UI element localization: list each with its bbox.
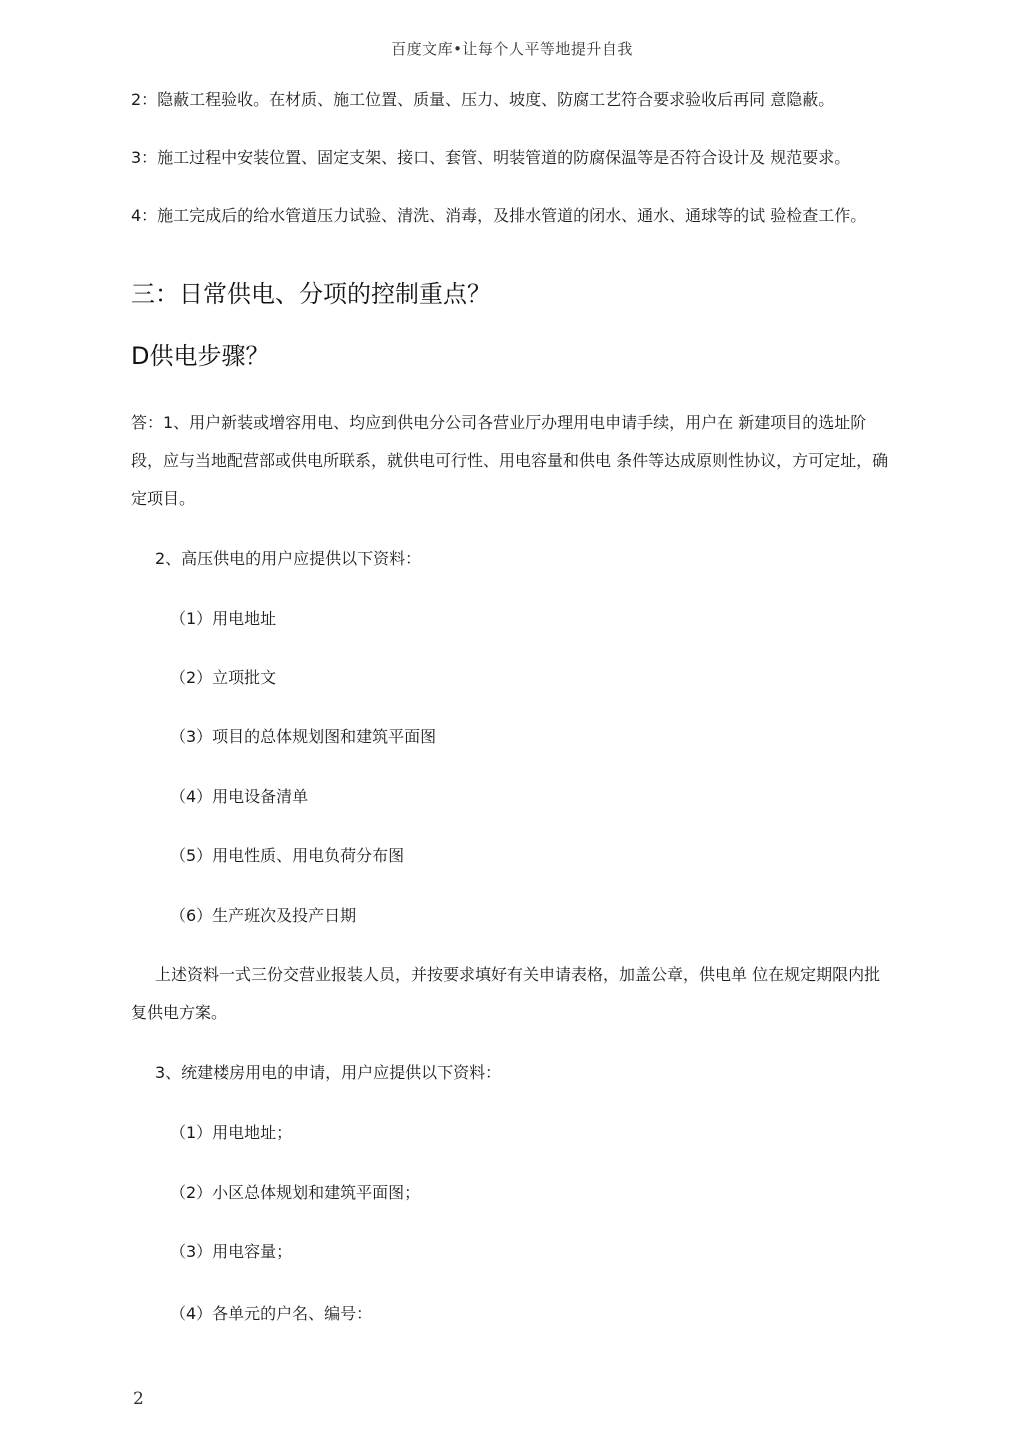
high-voltage-item-5: （5）用电性质、用电负荷分布图	[170, 846, 405, 865]
building-item-3: （3）用电容量；	[170, 1242, 293, 1261]
intro-item-4: 4：施工完成后的给水管道压力试验、清洗、消毒，及排水管道的闭水、通水、通球等的试 验检查工作。	[131, 206, 867, 225]
answer-paragraph: 答：1、用户新装或增容用电、均应到供电分公司各营业厅办理用电申请手续，用户在 新建项目的选址阶段，应与当地配营部或供电所联系，就供电可行性、用电容量和供电 条件等达成原则性协议，方可定址，确定项目。	[131, 413, 889, 508]
section-heading: 三：日常供电、分项的控制重点？	[131, 280, 491, 308]
high-voltage-item-4: （4）用电设备清单	[170, 787, 309, 806]
intro-item-2: 2：隐蔽工程验收。在材质、施工位置、质量、压力、坡度、防腐工艺符合要求验收后再同 意隐蔽。	[131, 90, 835, 109]
high-voltage-item-1: （1）用电地址	[170, 609, 277, 628]
high-voltage-intro: 2、高压供电的用户应提供以下资料：	[155, 549, 422, 568]
high-voltage-item-3: （3）项目的总体规划图和建筑平面图	[170, 727, 437, 746]
building-item-1: （1）用电地址；	[170, 1123, 293, 1142]
page-header: 百度文库•让每个人平等地提升自我	[391, 40, 633, 58]
building-item-2: （2）小区总体规划和建筑平面图；	[170, 1183, 421, 1202]
high-voltage-item-6: （6）生产班次及投产日期	[170, 906, 357, 925]
building-intro: 3、统建楼房用电的申请，用户应提供以下资料：	[155, 1063, 502, 1082]
page-number: 2	[133, 1389, 144, 1409]
high-voltage-note: 上述资料一式三份交营业报装人员，并按要求填好有关申请表格，加盖公章，供电单 位在规定期限内批复供电方案。	[131, 965, 881, 1022]
building-item-4: （4）各单元的户名、编号：	[170, 1304, 373, 1323]
high-voltage-item-2: （2）立项批文	[170, 668, 277, 687]
sub-heading: D供电步骤？	[131, 342, 270, 370]
intro-item-3: 3：施工过程中安装位置、固定支架、接口、套管、明装管道的防腐保温等是否符合设计及 规范要求。	[131, 148, 851, 167]
